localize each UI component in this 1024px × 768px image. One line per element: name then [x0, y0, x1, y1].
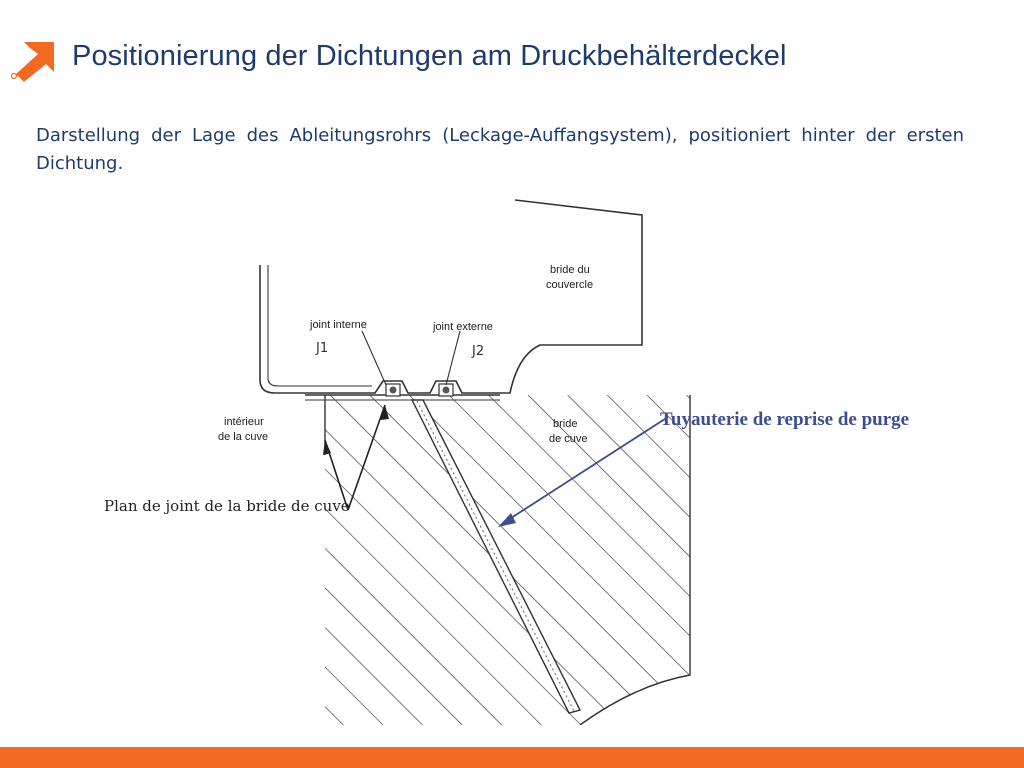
- label-bride-cuve-1: bride: [553, 418, 578, 430]
- label-bride-couvercle-1: bride du: [550, 264, 590, 276]
- label-bride-cuve-2: de cuve: [549, 433, 588, 445]
- label-interieur-2: de la cuve: [218, 431, 269, 443]
- seal-j1: [386, 384, 400, 396]
- leader-joint-interne: [362, 331, 386, 385]
- seal-position-diagram: [90, 195, 970, 725]
- footer-accent-bar: [0, 747, 1024, 768]
- lid-flange: [260, 200, 642, 400]
- label-j2: J2: [472, 344, 485, 359]
- label-tuyauterie: Tuyauterie de reprise de purge: [660, 409, 910, 430]
- vessel-flange: [325, 395, 690, 725]
- label-joint-interne: joint interne: [310, 319, 367, 331]
- label-j1: J1: [316, 341, 329, 356]
- label-joint-externe: joint externe: [433, 321, 493, 333]
- arrow-up-right-icon: [10, 40, 56, 82]
- label-plan-joint: Plan de joint de la bride de cuve: [104, 497, 350, 515]
- label-interieur-1: intérieur: [224, 416, 264, 428]
- seal-j2: [439, 384, 453, 396]
- label-bride-couvercle-2: couvercle: [546, 279, 594, 291]
- leader-joint-externe: [446, 331, 460, 385]
- intro-paragraph: Darstellung der Lage des Ableitungsrohrs (Leckage-Auffangsystem), positioniert hinter der ersten Dichtung.: [36, 125, 964, 174]
- page-title: Positionierung der Dichtungen am Druckbehälterdeckel: [72, 40, 787, 72]
